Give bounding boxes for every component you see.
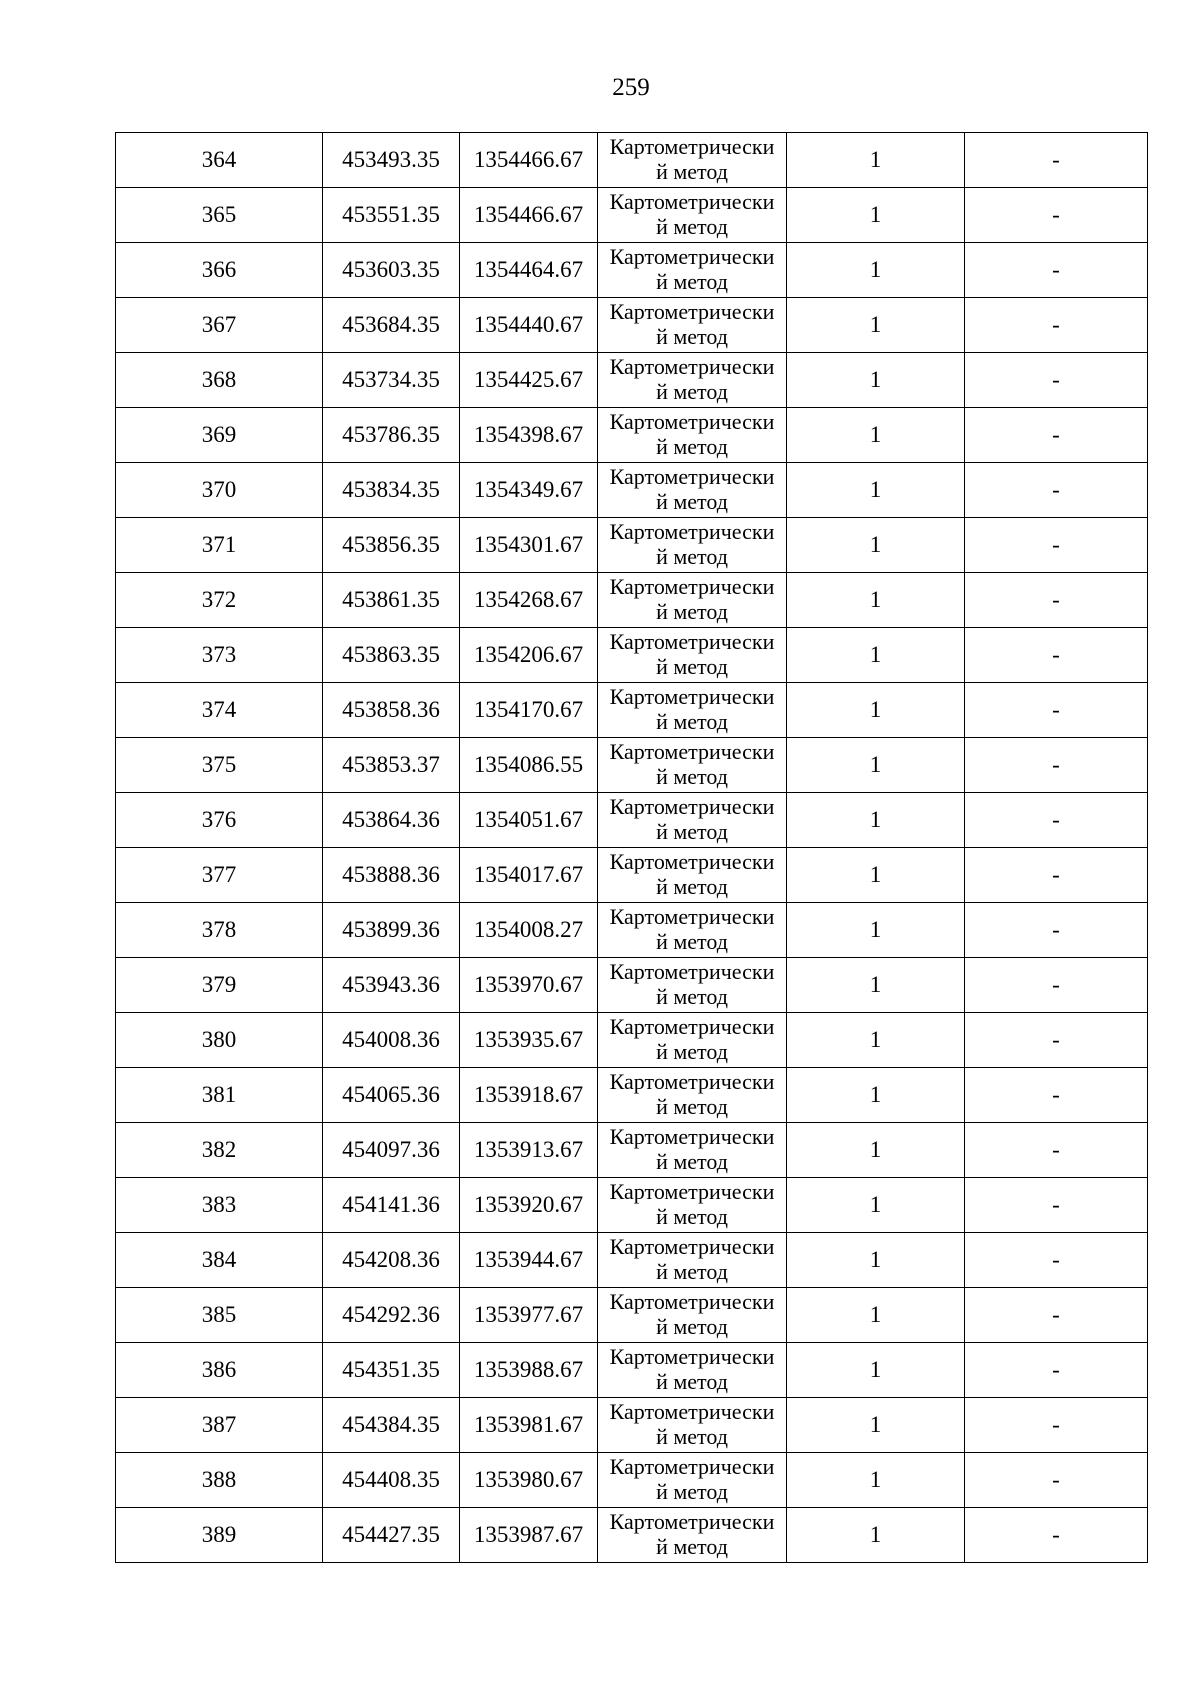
x-coordinate-cell: 454408.35 (323, 1453, 460, 1508)
table-row (116, 1068, 1148, 1123)
method-text-line: й метод (656, 1039, 728, 1064)
accuracy-cell: 1 (787, 463, 965, 518)
x-coordinate-cell: 454097.36 (323, 1123, 460, 1178)
method-cell (598, 133, 787, 188)
x-coordinate-cell: 453856.35 (323, 518, 460, 573)
y-coordinate-cell: 1354440.67 (460, 298, 598, 353)
accuracy-cell: 1 (787, 133, 965, 188)
note-cell: - (965, 1398, 1148, 1453)
point-number-cell: 384 (116, 1233, 323, 1288)
coordinates-table (115, 132, 1148, 1563)
y-coordinate-cell: 1353970.67 (460, 958, 598, 1013)
method-text-line: Картометрически (609, 739, 775, 764)
note-cell: - (965, 1343, 1148, 1398)
y-coordinate-cell: 1353988.67 (460, 1343, 598, 1398)
y-coordinate-cell: 1353980.67 (460, 1453, 598, 1508)
accuracy-cell: 1 (787, 1123, 965, 1178)
accuracy-cell: 1 (787, 1398, 965, 1453)
method-text-line: й метод (656, 599, 728, 624)
point-number-cell: 385 (116, 1288, 323, 1343)
method-text-line: Картометрически (609, 574, 775, 599)
method-text-line: й метод (656, 1204, 728, 1229)
table-row (116, 628, 1148, 683)
method-text-line: й метод (656, 1479, 728, 1504)
method-cell (598, 848, 787, 903)
table-row (116, 1123, 1148, 1178)
method-text-line: й метод (656, 709, 728, 734)
y-coordinate-cell: 1354425.67 (460, 353, 598, 408)
method-text-line: й метод (656, 324, 728, 349)
method-cell (598, 1508, 787, 1563)
note-cell: - (965, 958, 1148, 1013)
x-coordinate-cell: 453493.35 (323, 133, 460, 188)
method-text-line: Картометрически (609, 1289, 775, 1314)
method-text-line: Картометрически (609, 1399, 775, 1424)
note-cell: - (965, 573, 1148, 628)
y-coordinate-cell: 1354206.67 (460, 628, 598, 683)
method-text-line: Картометрически (609, 409, 775, 434)
y-coordinate-cell: 1353918.67 (460, 1068, 598, 1123)
note-cell: - (965, 628, 1148, 683)
x-coordinate-cell: 454384.35 (323, 1398, 460, 1453)
method-text-line: Картометрически (609, 1014, 775, 1039)
method-text-line: й метод (656, 819, 728, 844)
method-text-line: й метод (656, 544, 728, 569)
method-text-line: Картометрически (609, 1069, 775, 1094)
method-text-line: й метод (656, 269, 728, 294)
method-cell (598, 738, 787, 793)
table-row (116, 1288, 1148, 1343)
method-text-line: й метод (656, 764, 728, 789)
method-text-line: й метод (656, 1149, 728, 1174)
method-cell (598, 1398, 787, 1453)
table-row (116, 463, 1148, 518)
y-coordinate-cell: 1354466.67 (460, 133, 598, 188)
table-row (116, 1178, 1148, 1233)
point-number-cell: 387 (116, 1398, 323, 1453)
x-coordinate-cell: 453734.35 (323, 353, 460, 408)
method-text-line: й метод (656, 1314, 728, 1339)
note-cell: - (965, 243, 1148, 298)
method-cell (598, 353, 787, 408)
method-text-line: Картометрически (609, 849, 775, 874)
x-coordinate-cell: 454351.35 (323, 1343, 460, 1398)
accuracy-cell: 1 (787, 1178, 965, 1233)
y-coordinate-cell: 1353981.67 (460, 1398, 598, 1453)
method-text-line: Картометрически (609, 244, 775, 269)
accuracy-cell: 1 (787, 518, 965, 573)
method-text-line: Картометрически (609, 299, 775, 324)
accuracy-cell: 1 (787, 408, 965, 463)
note-cell: - (965, 298, 1148, 353)
table-row (116, 353, 1148, 408)
method-text-line: Картометрически (609, 1234, 775, 1259)
accuracy-cell: 1 (787, 1013, 965, 1068)
method-text-line: Картометрически (609, 904, 775, 929)
y-coordinate-cell: 1353920.67 (460, 1178, 598, 1233)
method-cell (598, 573, 787, 628)
note-cell: - (965, 463, 1148, 518)
accuracy-cell: 1 (787, 1453, 965, 1508)
x-coordinate-cell: 454065.36 (323, 1068, 460, 1123)
table-row (116, 1508, 1148, 1563)
method-text-line: Картометрически (609, 1454, 775, 1479)
accuracy-cell: 1 (787, 1508, 965, 1563)
method-cell (598, 188, 787, 243)
x-coordinate-cell: 454292.36 (323, 1288, 460, 1343)
method-cell (598, 1343, 787, 1398)
point-number-cell: 383 (116, 1178, 323, 1233)
y-coordinate-cell: 1353944.67 (460, 1233, 598, 1288)
table-row (116, 188, 1148, 243)
accuracy-cell: 1 (787, 353, 965, 408)
method-cell (598, 1233, 787, 1288)
y-coordinate-cell: 1354170.67 (460, 683, 598, 738)
method-text-line: Картометрически (609, 354, 775, 379)
method-text-line: й метод (656, 1424, 728, 1449)
note-cell: - (965, 1288, 1148, 1343)
x-coordinate-cell: 453863.35 (323, 628, 460, 683)
y-coordinate-cell: 1354051.67 (460, 793, 598, 848)
note-cell: - (965, 133, 1148, 188)
accuracy-cell: 1 (787, 1343, 965, 1398)
table-row (116, 903, 1148, 958)
method-text-line: Картометрически (609, 1179, 775, 1204)
accuracy-cell: 1 (787, 188, 965, 243)
note-cell: - (965, 1178, 1148, 1233)
note-cell: - (965, 738, 1148, 793)
y-coordinate-cell: 1354349.67 (460, 463, 598, 518)
table-row (116, 1013, 1148, 1068)
method-text-line: й метод (656, 984, 728, 1009)
method-text-line: Картометрически (609, 629, 775, 654)
x-coordinate-cell: 454141.36 (323, 1178, 460, 1233)
y-coordinate-cell: 1354466.67 (460, 188, 598, 243)
x-coordinate-cell: 453603.35 (323, 243, 460, 298)
point-number-cell: 370 (116, 463, 323, 518)
note-cell: - (965, 683, 1148, 738)
y-coordinate-cell: 1354017.67 (460, 848, 598, 903)
method-text-line: Картометрически (609, 1124, 775, 1149)
method-text-line: Картометрически (609, 1509, 775, 1534)
method-cell (598, 408, 787, 463)
method-cell (598, 793, 787, 848)
accuracy-cell: 1 (787, 683, 965, 738)
point-number-cell: 366 (116, 243, 323, 298)
method-text-line: й метод (656, 1369, 728, 1394)
table-row (116, 1343, 1148, 1398)
x-coordinate-cell: 453864.36 (323, 793, 460, 848)
method-cell (598, 903, 787, 958)
coordinates-table-body (116, 133, 1148, 1563)
table-row (116, 1233, 1148, 1288)
table-row (116, 683, 1148, 738)
method-text-line: й метод (656, 489, 728, 514)
note-cell: - (965, 903, 1148, 958)
x-coordinate-cell: 453943.36 (323, 958, 460, 1013)
point-number-cell: 367 (116, 298, 323, 353)
note-cell: - (965, 1013, 1148, 1068)
point-number-cell: 388 (116, 1453, 323, 1508)
method-text-line: Картометрически (609, 794, 775, 819)
method-cell (598, 243, 787, 298)
accuracy-cell: 1 (787, 793, 965, 848)
note-cell: - (965, 408, 1148, 463)
method-text-line: й метод (656, 929, 728, 954)
method-cell (598, 518, 787, 573)
table-row (116, 958, 1148, 1013)
x-coordinate-cell: 453858.36 (323, 683, 460, 738)
accuracy-cell: 1 (787, 298, 965, 353)
table-row (116, 298, 1148, 353)
method-text-line: й метод (656, 214, 728, 239)
table-row (116, 848, 1148, 903)
note-cell: - (965, 1453, 1148, 1508)
method-text-line: й метод (656, 1259, 728, 1284)
point-number-cell: 376 (116, 793, 323, 848)
note-cell: - (965, 1508, 1148, 1563)
table-row (116, 793, 1148, 848)
method-cell (598, 958, 787, 1013)
y-coordinate-cell: 1354008.27 (460, 903, 598, 958)
accuracy-cell: 1 (787, 628, 965, 683)
x-coordinate-cell: 453786.35 (323, 408, 460, 463)
accuracy-cell: 1 (787, 243, 965, 298)
point-number-cell: 386 (116, 1343, 323, 1398)
y-coordinate-cell: 1354464.67 (460, 243, 598, 298)
method-cell (598, 628, 787, 683)
method-text-line: й метод (656, 874, 728, 899)
accuracy-cell: 1 (787, 738, 965, 793)
method-text-line: Картометрически (609, 464, 775, 489)
accuracy-cell: 1 (787, 1288, 965, 1343)
method-cell (598, 1013, 787, 1068)
point-number-cell: 365 (116, 188, 323, 243)
point-number-cell: 381 (116, 1068, 323, 1123)
method-text-line: Картометрически (609, 1344, 775, 1369)
method-cell (598, 1068, 787, 1123)
point-number-cell: 372 (116, 573, 323, 628)
note-cell: - (965, 188, 1148, 243)
table-row (116, 133, 1148, 188)
method-text-line: Картометрически (609, 519, 775, 544)
accuracy-cell: 1 (787, 1233, 965, 1288)
accuracy-cell: 1 (787, 848, 965, 903)
method-text-line: й метод (656, 1534, 728, 1559)
y-coordinate-cell: 1354268.67 (460, 573, 598, 628)
x-coordinate-cell: 453684.35 (323, 298, 460, 353)
accuracy-cell: 1 (787, 958, 965, 1013)
method-text-line: Картометрически (609, 684, 775, 709)
method-cell (598, 463, 787, 518)
point-number-cell: 375 (116, 738, 323, 793)
point-number-cell: 364 (116, 133, 323, 188)
table-row (116, 573, 1148, 628)
y-coordinate-cell: 1353987.67 (460, 1508, 598, 1563)
point-number-cell: 378 (116, 903, 323, 958)
x-coordinate-cell: 453834.35 (323, 463, 460, 518)
x-coordinate-cell: 453888.36 (323, 848, 460, 903)
table-row (116, 518, 1148, 573)
point-number-cell: 382 (116, 1123, 323, 1178)
method-cell (598, 683, 787, 738)
point-number-cell: 369 (116, 408, 323, 463)
method-text-line: й метод (656, 654, 728, 679)
x-coordinate-cell: 453551.35 (323, 188, 460, 243)
point-number-cell: 368 (116, 353, 323, 408)
note-cell: - (965, 353, 1148, 408)
accuracy-cell: 1 (787, 1068, 965, 1123)
point-number-cell: 377 (116, 848, 323, 903)
point-number-cell: 380 (116, 1013, 323, 1068)
y-coordinate-cell: 1353935.67 (460, 1013, 598, 1068)
x-coordinate-cell: 453899.36 (323, 903, 460, 958)
page-number: 259 (612, 74, 650, 101)
method-text-line: Картометрически (609, 189, 775, 214)
table-row (116, 408, 1148, 463)
point-number-cell: 379 (116, 958, 323, 1013)
point-number-cell: 371 (116, 518, 323, 573)
note-cell: - (965, 1068, 1148, 1123)
point-number-cell: 374 (116, 683, 323, 738)
note-cell: - (965, 793, 1148, 848)
y-coordinate-cell: 1354398.67 (460, 408, 598, 463)
method-text-line: й метод (656, 434, 728, 459)
x-coordinate-cell: 454427.35 (323, 1508, 460, 1563)
method-text-line: Картометрически (609, 134, 775, 159)
point-number-cell: 389 (116, 1508, 323, 1563)
x-coordinate-cell: 453861.35 (323, 573, 460, 628)
y-coordinate-cell: 1354086.55 (460, 738, 598, 793)
x-coordinate-cell: 454208.36 (323, 1233, 460, 1288)
method-cell (598, 1288, 787, 1343)
method-cell (598, 1123, 787, 1178)
note-cell: - (965, 1123, 1148, 1178)
method-text-line: й метод (656, 1094, 728, 1119)
method-text-line: й метод (656, 379, 728, 404)
x-coordinate-cell: 453853.37 (323, 738, 460, 793)
y-coordinate-cell: 1354301.67 (460, 518, 598, 573)
method-cell (598, 298, 787, 353)
method-text-line: й метод (656, 159, 728, 184)
accuracy-cell: 1 (787, 903, 965, 958)
note-cell: - (965, 848, 1148, 903)
point-number-cell: 373 (116, 628, 323, 683)
method-cell (598, 1178, 787, 1233)
accuracy-cell: 1 (787, 573, 965, 628)
table-row (116, 1453, 1148, 1508)
x-coordinate-cell: 454008.36 (323, 1013, 460, 1068)
note-cell: - (965, 1233, 1148, 1288)
method-text-line: Картометрически (609, 959, 775, 984)
table-row (116, 1398, 1148, 1453)
table-row (116, 243, 1148, 298)
y-coordinate-cell: 1353913.67 (460, 1123, 598, 1178)
y-coordinate-cell: 1353977.67 (460, 1288, 598, 1343)
note-cell: - (965, 518, 1148, 573)
method-cell (598, 1453, 787, 1508)
table-row (116, 738, 1148, 793)
